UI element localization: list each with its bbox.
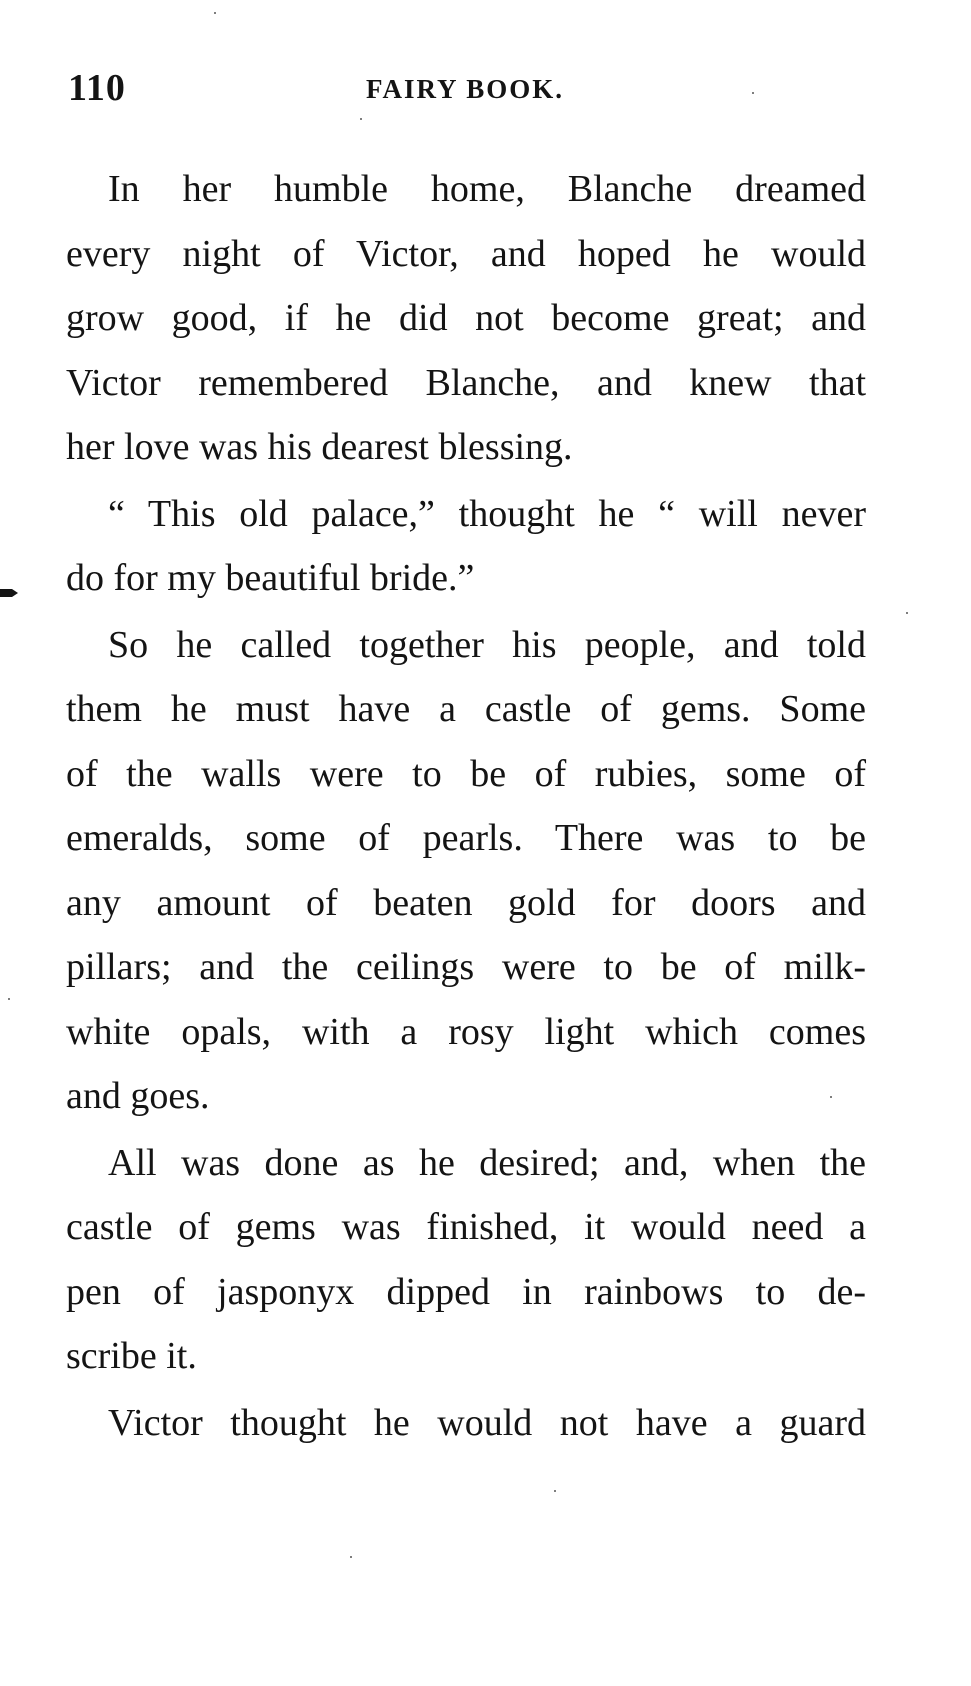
margin-mark-icon xyxy=(0,584,20,598)
text-line: of the walls were to be of rubies, some of xyxy=(66,752,866,795)
print-speck xyxy=(906,612,908,614)
text-line: castle of gems was finished, it would need a xyxy=(66,1206,866,1248)
print-speck xyxy=(554,1490,556,1492)
text-line: scribe it. xyxy=(66,1335,197,1377)
text-line: In her humble home, Blanche dreamed xyxy=(108,168,866,210)
page-header xyxy=(68,58,868,118)
paragraph xyxy=(66,485,866,614)
print-speck xyxy=(350,1556,352,1558)
text-line: grow good, if he did not become great; and xyxy=(66,297,866,339)
page-number: 110 xyxy=(68,67,126,109)
paragraph xyxy=(66,1394,866,1459)
print-speck xyxy=(8,998,10,1000)
text-line: All was done as he desired; and, when the xyxy=(108,1141,866,1184)
paragraph xyxy=(66,616,866,1132)
text-line: So he called together his people, and told xyxy=(108,623,866,666)
paragraph xyxy=(66,160,866,483)
print-speck xyxy=(360,118,362,120)
body-text xyxy=(66,160,866,1460)
print-speck xyxy=(214,12,216,14)
text-line: do for my beautiful bride.” xyxy=(66,557,475,599)
print-speck xyxy=(752,92,754,94)
text-line: pen of jasponyx dipped in rainbows to de- xyxy=(66,1270,866,1313)
text-line: her love was his dearest blessing. xyxy=(66,426,573,468)
paragraph xyxy=(66,1134,866,1392)
text-line: pillars; and the ceilings were to be of milk- xyxy=(66,946,866,988)
text-line: any amount of beaten gold for doors and xyxy=(66,881,866,924)
text-line: “ This old palace,” thought he “ will never xyxy=(108,492,866,535)
text-line: emeralds, some of pearls. There was to be xyxy=(66,817,866,859)
text-line: Victor remembered Blanche, and knew that xyxy=(66,361,866,404)
text-line: every night of Victor, and hoped he would xyxy=(66,232,866,275)
text-line: them he must have a castle of gems. Some xyxy=(66,688,866,730)
running-head: FAIRY BOOK. xyxy=(366,74,565,104)
text-line: white opals, with a rosy light which comes xyxy=(66,1010,866,1053)
text-line: and goes. xyxy=(66,1075,210,1117)
text-line: Victor thought he would not have a guard xyxy=(108,1401,866,1444)
